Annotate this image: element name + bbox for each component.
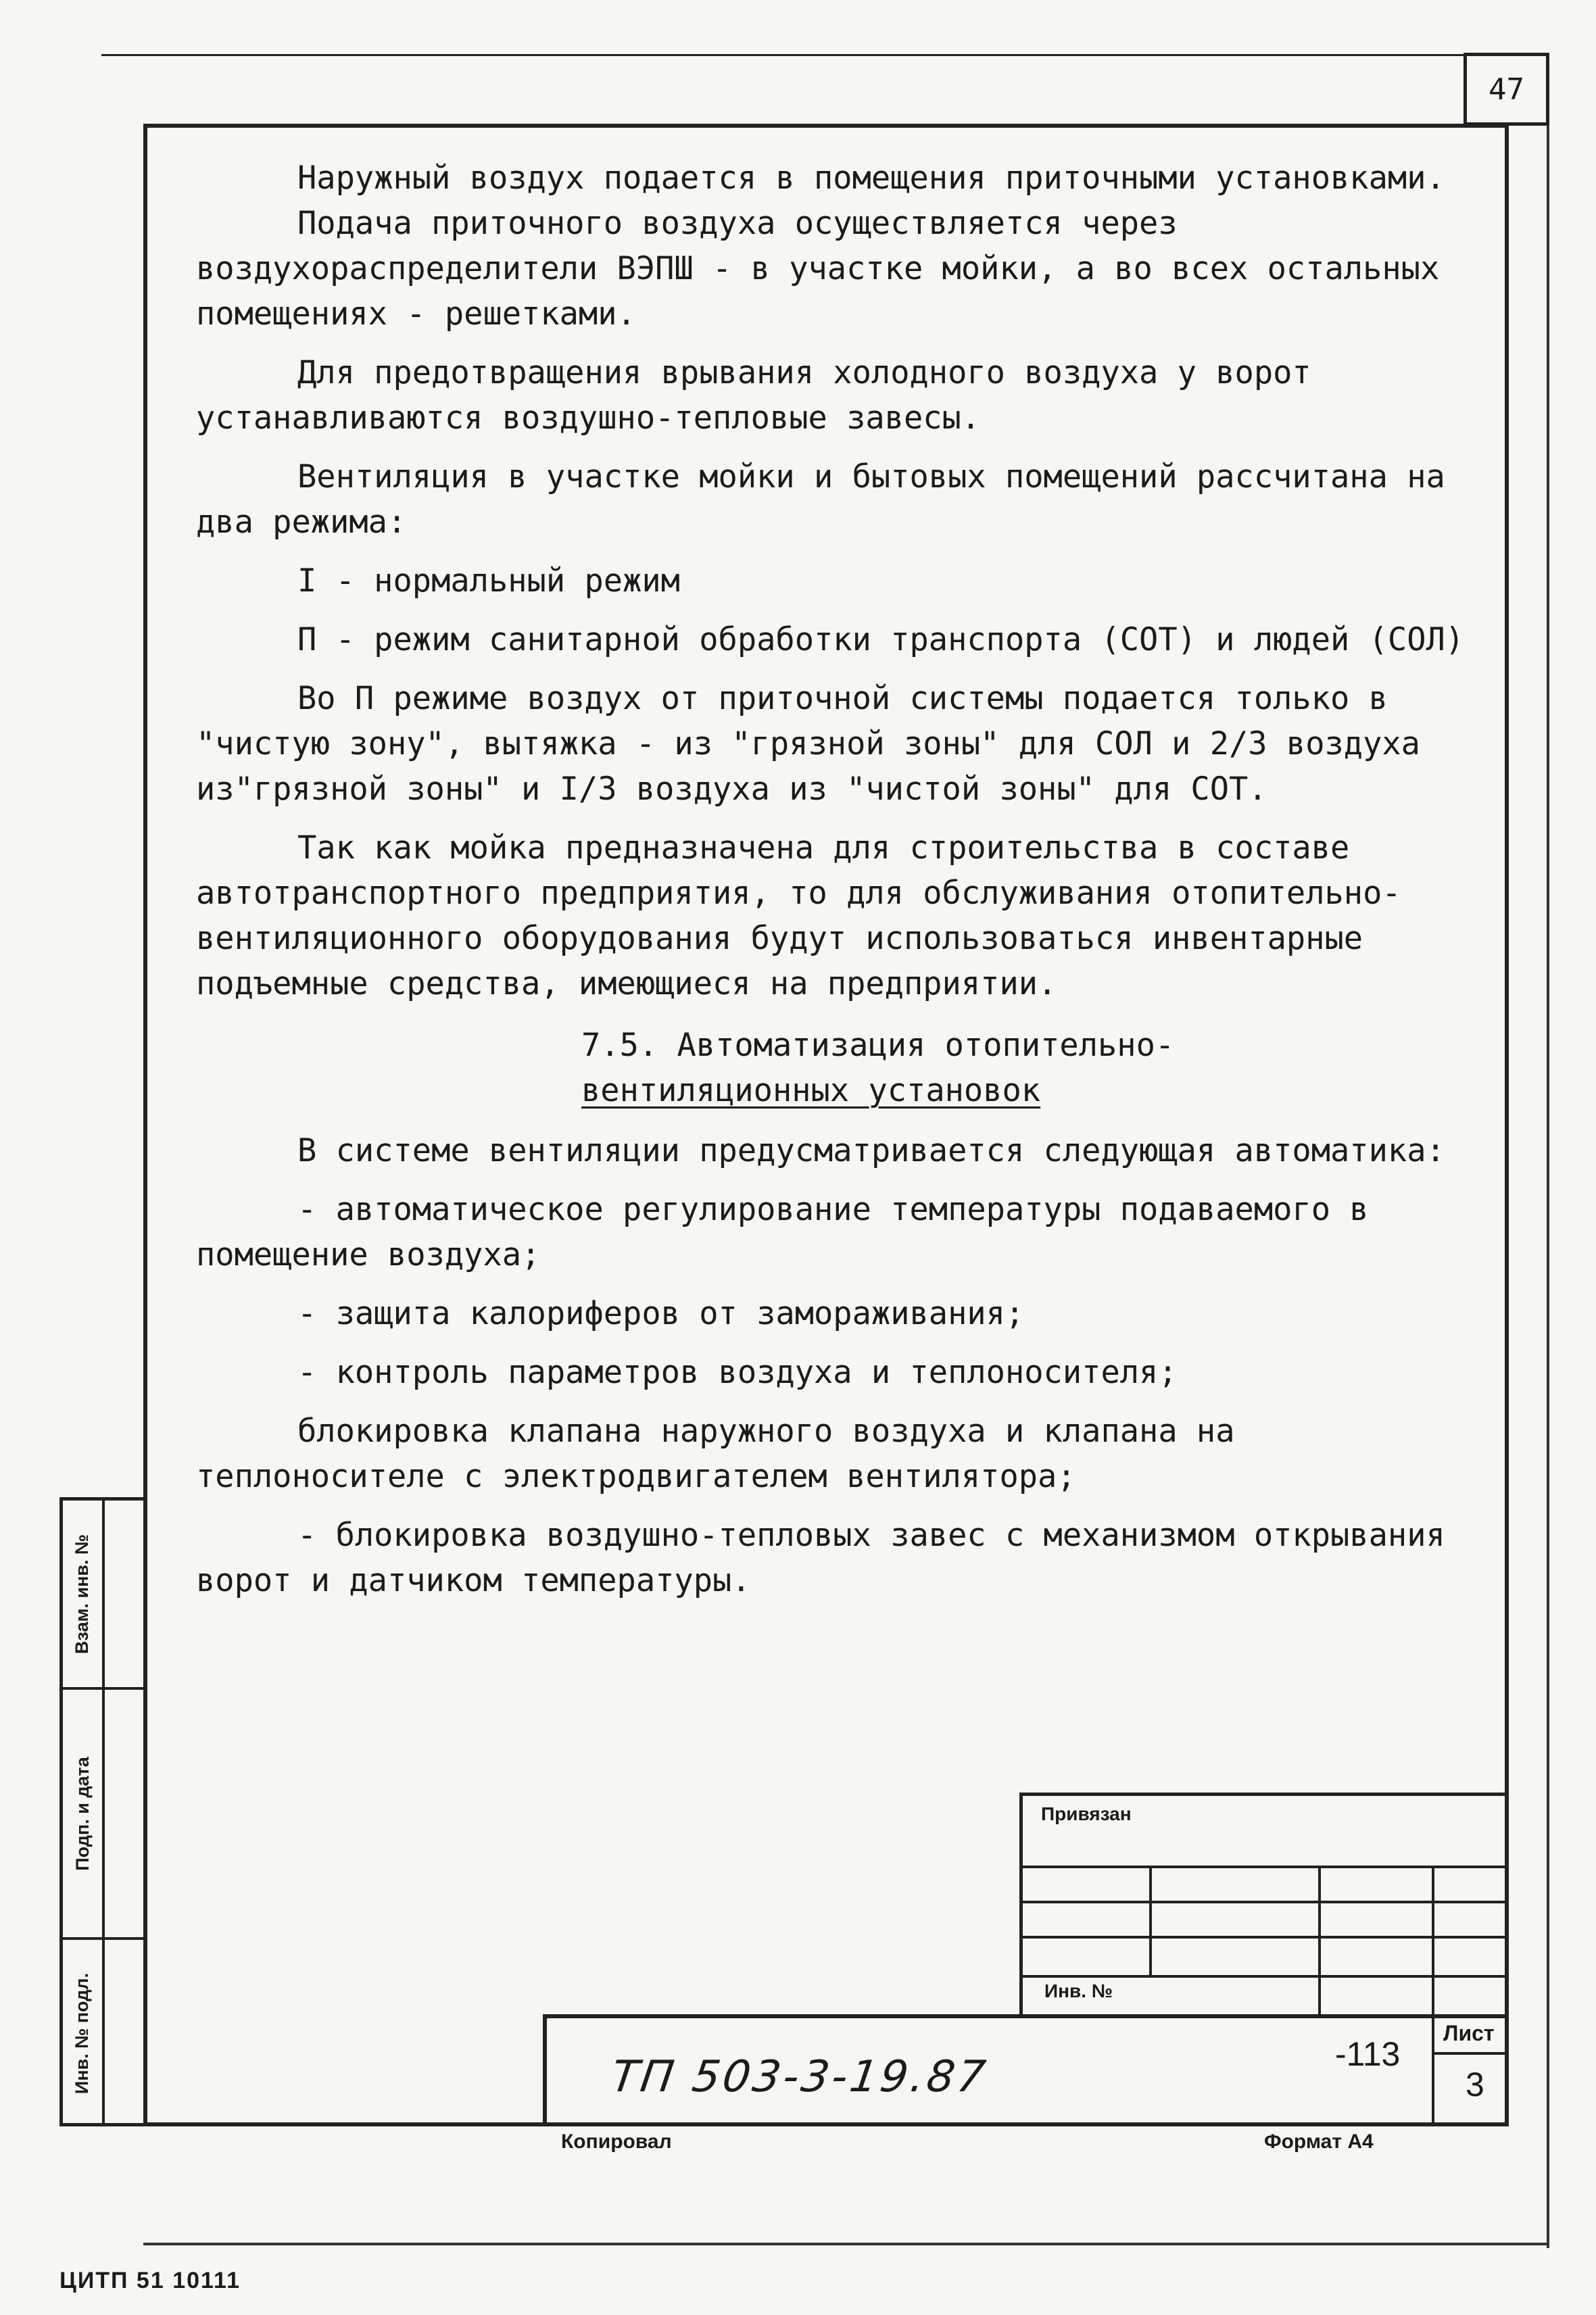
paragraph: П - режим санитарной обработки транспорта (СОТ) и людей (СОЛ) xyxy=(297,621,1465,658)
section-heading-line1: 7.5. Автоматизация отопительно- xyxy=(581,1027,1175,1064)
paragraph: Во П режиме воздух от приточной системы подается только в "чистую зону", вытяжка - из "грязной зоны" для СОЛ и 2/3 воздуха из"грязной зоны" и I/3 воздуха из "чистой зоны" для СОТ. xyxy=(196,680,1420,808)
automation-item: - автоматическое регулирование температуры подаваемого в помещение воздуха; xyxy=(196,1191,1369,1273)
paragraph: Для предотвращения врывания холодного воздуха у ворот устанавливаются воздушно-тепловые завесы. xyxy=(196,354,1311,437)
automation-item: - защита калориферов от замораживания; xyxy=(297,1295,1025,1332)
paragraph: Так как мойка предназначена для строительства в составе автотранспортного предприятия, то для обслуживания отопительно-вентиляционного оборудования будут использоваться инвентарные подъемные средства, имеющиеся на предприятии. xyxy=(196,829,1401,1002)
print-stamp: ЦИТП 51 10111 xyxy=(59,2268,241,2293)
automation-item: - блокировка воздушно-тепловых завес с механизмом открывания ворот и датчиком температуры. xyxy=(196,1517,1445,1599)
automation-item: - контроль параметров воздуха и теплоносителя; xyxy=(297,1354,1178,1391)
paragraph: Вентиляция в участке мойки и бытовых помещений рассчитана на два режима: xyxy=(196,458,1445,541)
podp-data-label: Подп. и дата xyxy=(72,1756,93,1871)
format-label: Формат А4 xyxy=(1264,2130,1374,2153)
privyazan-label: Привязан xyxy=(1041,1803,1132,1824)
sheet-number: 3 xyxy=(1466,2066,1484,2103)
inv-no-label: Инв. № xyxy=(1044,1980,1113,2001)
paragraph: I - нормальный режим xyxy=(297,562,680,600)
copied-label: Копировал xyxy=(561,2130,672,2153)
automation-intro: В системе вентиляции предусматривается следующая автоматика: xyxy=(297,1132,1445,1169)
vzam-inv-label: Взам. инв. № xyxy=(72,1534,93,1654)
paragraph: Подача приточного воздуха осуществляется через воздухораспределители ВЭПШ - в участке мойки, а во всех остальных помещениях - решетками. xyxy=(196,205,1440,333)
sheet-code: -113 xyxy=(1335,2035,1401,2073)
paragraph: Наружный воздух подается в помещения приточными установками. xyxy=(297,160,1445,197)
inv-podl-label: Инв. № подл. xyxy=(72,1972,93,2094)
section-heading-line2: вентиляционных установок xyxy=(581,1072,1041,1109)
section-heading xyxy=(196,1023,1497,1113)
top-rule xyxy=(101,54,1474,56)
automation-item: блокировка клапана наружного воздуха и клапана на теплоносителе с электродвигателем вентилятора; xyxy=(196,1413,1235,1495)
sheet-edge-right xyxy=(1547,126,1549,2248)
body-text xyxy=(196,155,1497,1603)
sheet-edge-bottom xyxy=(143,2243,1549,2245)
margin-stamp-strip xyxy=(59,1497,143,2126)
page-number: 47 xyxy=(1464,53,1549,126)
sheet-label: Лист xyxy=(1443,2021,1495,2045)
document-code: ТП 503-3-19.87 xyxy=(608,2052,992,2102)
